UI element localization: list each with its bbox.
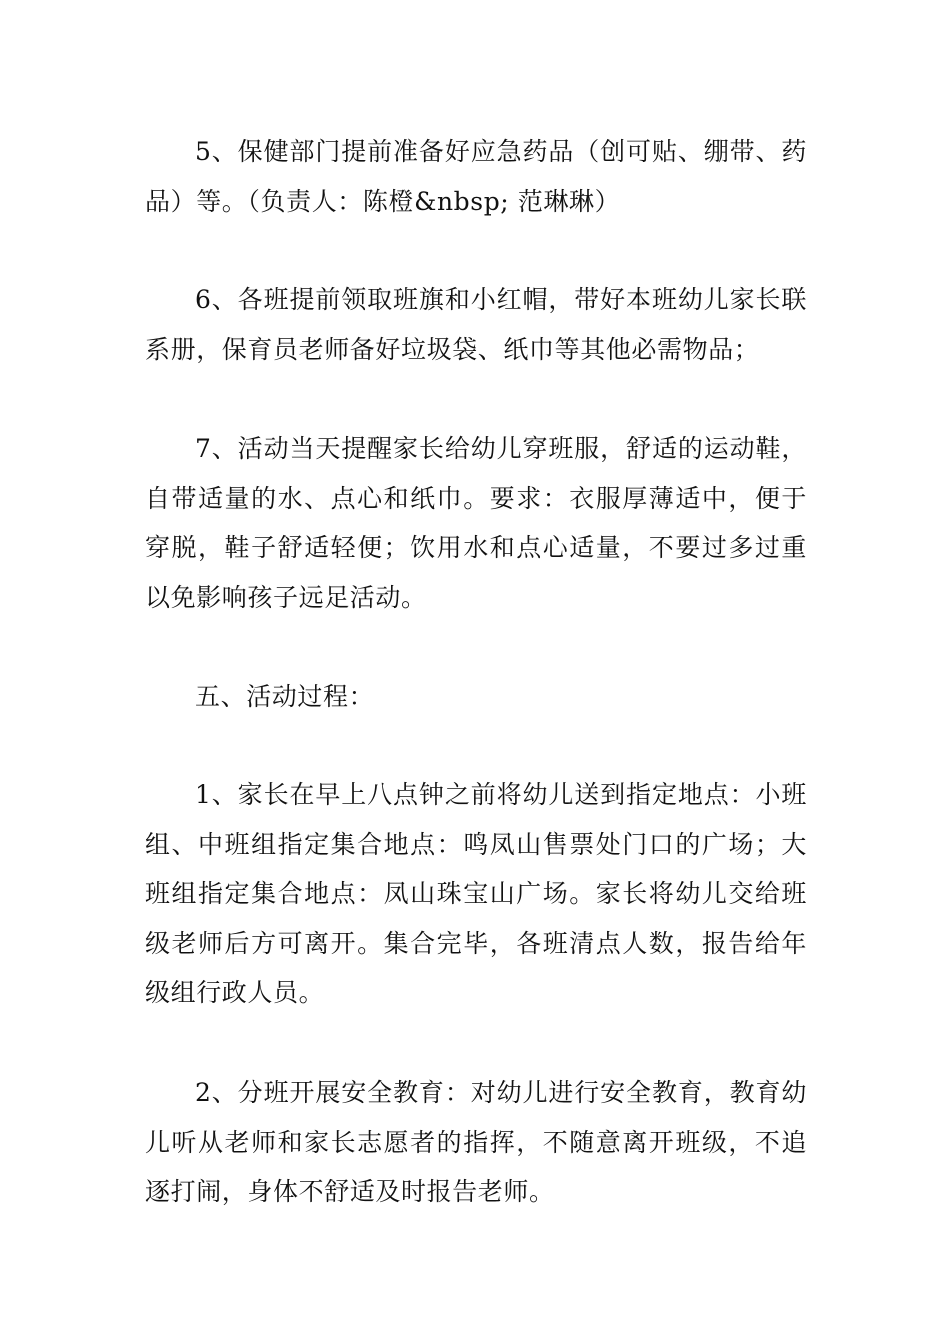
- paragraph-item-6-class-flags: 6、各班提前领取班旗和小红帽，带好本班幼儿家长联系册，保育员老师备好垃圾袋、纸巾等其他必需物品；: [145, 285, 807, 364]
- paragraph-step-2-safety-education: 2、分班开展安全教育：对幼儿进行安全教育，教育幼儿听从老师和家长志愿者的指挥，不随意离开班级，不追逐打闹，身体不舒适及时报告老师。: [145, 1078, 807, 1206]
- section-heading-activity-process: 五、活动过程：: [195, 682, 375, 711]
- paragraph-item-7-clothing-requirements: 7、活动当天提醒家长给幼儿穿班服，舒适的运动鞋，自带适量的水、点心和纸巾。要求：衣服厚薄适中，便于穿脱，鞋子舒适轻便；饮用水和点心适量，不要过多过重以免影响孩子远足活动。: [145, 434, 807, 612]
- paragraph-step-1-assembly: 1、家长在早上八点钟之前将幼儿送到指定地点：小班组、中班组指定集合地点：鸣凤山售票处门口的广场；大班组指定集合地点：凤山珠宝山广场。家长将幼儿交给班级老师后方可离开。集合完毕，各班清点人数，报告给年级组行政人员。: [145, 780, 807, 1007]
- paragraph-item-5-medical-supplies: 5、保健部门提前准备好应急药品（创可贴、绷带、药品）等。（负责人：陈橙&nbsp; 范琳琳）: [145, 137, 807, 216]
